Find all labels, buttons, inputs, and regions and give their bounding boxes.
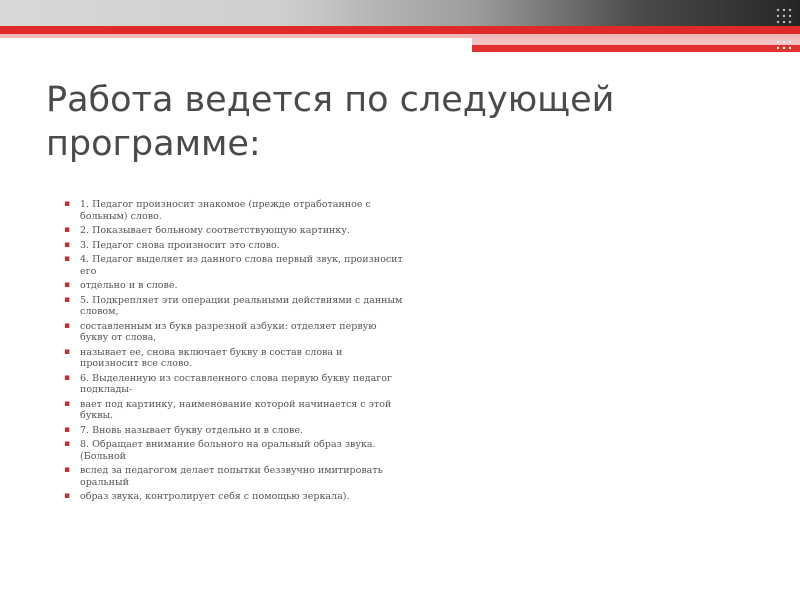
bullet-dot-icon: ▪ xyxy=(64,320,71,331)
list-item-text: 6. Выделенную из составленного слова первую букву педагог подклады- xyxy=(80,372,392,395)
bullet-dot-icon: ▪ xyxy=(64,280,71,290)
list-item-text: отдельно и в слове. xyxy=(80,280,178,291)
list-item-text: образ звука, контролирует себя с помощью зеркала). xyxy=(80,491,350,502)
list-item xyxy=(64,399,404,422)
header-pink-accent xyxy=(472,38,800,45)
list-item xyxy=(64,254,404,277)
bullet-dot-icon: ▪ xyxy=(64,294,71,305)
bullet-dot-icon: ▪ xyxy=(64,398,71,409)
list-item-text: вает под картинку, наименование которой начинается с этой буквы. xyxy=(80,398,392,421)
bullet-dot-icon: ▪ xyxy=(64,424,71,435)
list-item-text: называет ее, снова включает букву в состав слова и произносит все слово. xyxy=(80,346,343,369)
bullet-dot-icon: ▪ xyxy=(64,491,71,501)
slide-title: Работа ведется по следующей программе: xyxy=(46,80,615,164)
bullet-dot-icon: ▪ xyxy=(64,225,71,235)
bullet-dot-icon: ▪ xyxy=(64,239,71,250)
list-item-text: вслед за педагогом делает попытки беззвучно имитировать оральный xyxy=(80,465,383,488)
list-item xyxy=(64,425,404,437)
list-item-text: составленным из букв разрезной азбуки: отделяет первую букву от слова, xyxy=(80,320,377,343)
header-dark-band xyxy=(0,0,800,26)
list-item xyxy=(64,347,404,370)
bullet-dot-icon: ▪ xyxy=(64,465,71,475)
list-item-text: 2. Показывает больному соответствующую картинку. xyxy=(80,225,350,236)
list-item-text: 8. Обращает внимание больного на оральный образ звука. (Больной xyxy=(80,439,376,462)
header-decoration xyxy=(0,0,800,55)
list-item xyxy=(64,465,404,488)
bullet-dot-icon: ▪ xyxy=(64,439,71,449)
header-red-accent xyxy=(472,45,800,52)
list-item xyxy=(64,491,404,503)
bullet-dot-icon: ▪ xyxy=(64,254,71,264)
bullet-dot-icon: ▪ xyxy=(64,372,71,383)
header-red-stripe xyxy=(0,26,800,34)
decorative-dots-icon xyxy=(774,6,794,52)
list-item-text: 3. Педагог снова произносит это слово. xyxy=(80,239,280,251)
list-item xyxy=(64,225,404,237)
list-item-text: 5. Подкрепляет эти операции реальными действиями с данным словом, xyxy=(80,294,403,317)
list-item xyxy=(64,295,404,318)
bullet-list xyxy=(64,199,404,506)
list-item-text: 7. Вновь называет букву отдельно и в слове. xyxy=(80,424,304,436)
bullet-dot-icon: ▪ xyxy=(64,346,71,357)
list-item xyxy=(64,280,404,292)
list-item xyxy=(64,240,404,252)
list-item-text: 1. Педагог произносит знакомое (прежде отработанное с больным) слово. xyxy=(80,199,371,222)
list-item xyxy=(64,321,404,344)
list-item xyxy=(64,439,404,462)
list-item-text: 4. Педагог выделяет из данного слова первый звук, произносит его xyxy=(80,254,403,277)
list-item xyxy=(64,373,404,396)
list-item xyxy=(64,199,404,222)
bullet-dot-icon: ▪ xyxy=(64,199,71,209)
